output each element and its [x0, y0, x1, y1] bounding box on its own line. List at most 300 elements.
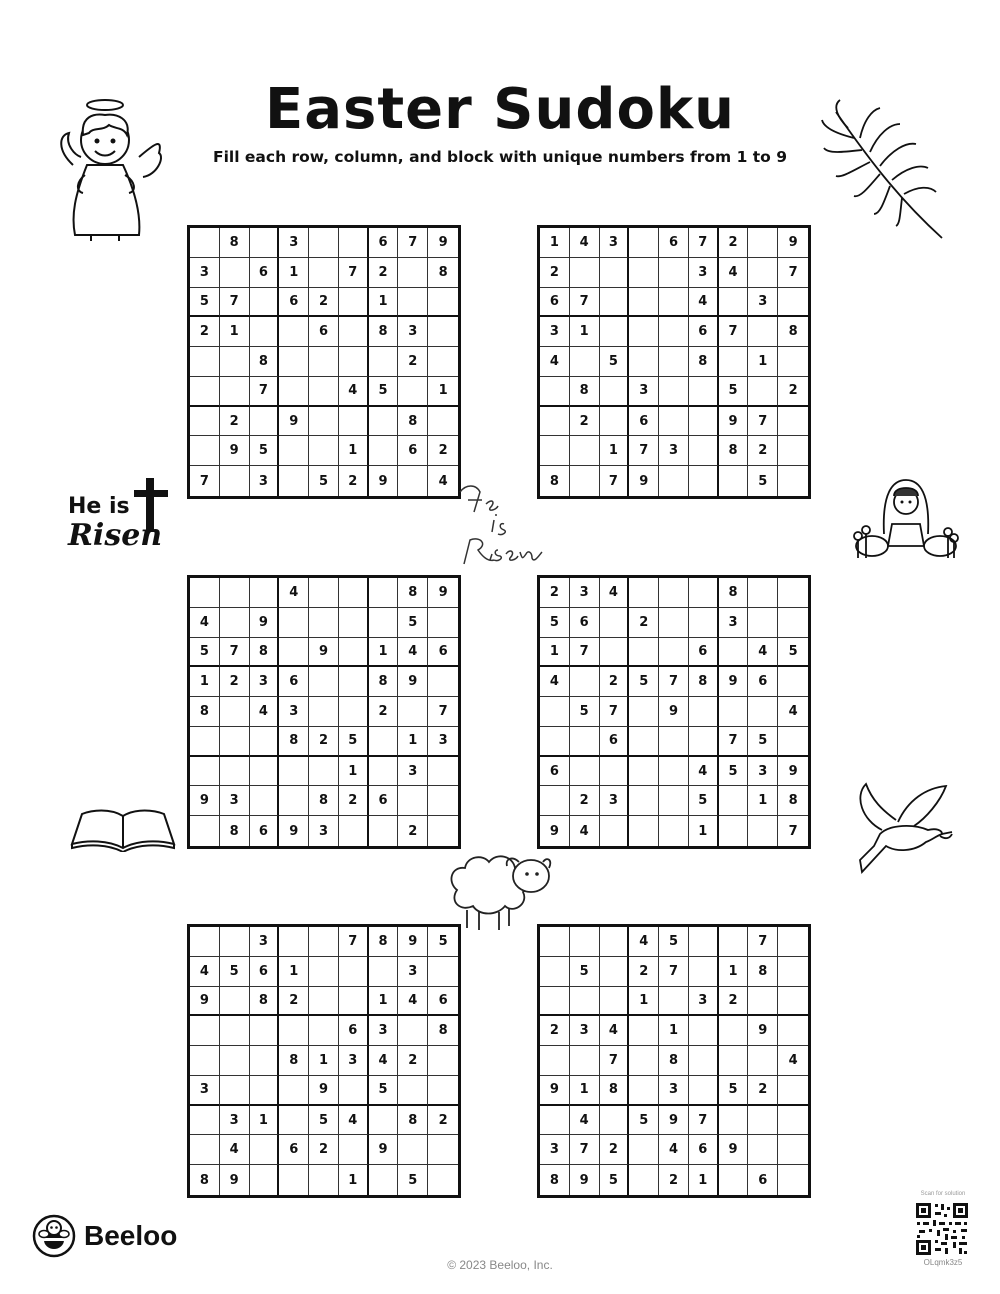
sudoku-cell[interactable]: 7 [570, 1135, 600, 1165]
sudoku-cell[interactable] [339, 816, 369, 846]
sudoku-cell[interactable] [570, 927, 600, 957]
sudoku-cell[interactable] [570, 667, 600, 697]
sudoku-cell[interactable] [339, 228, 369, 258]
sudoku-cell[interactable]: 2 [398, 816, 428, 846]
sudoku-cell[interactable]: 1 [220, 317, 250, 347]
sudoku-cell[interactable]: 1 [428, 377, 458, 407]
sudoku-cell[interactable]: 1 [540, 638, 570, 668]
sudoku-cell[interactable]: 7 [220, 288, 250, 318]
sudoku-cell[interactable] [540, 786, 570, 816]
sudoku-cell[interactable]: 5 [190, 288, 220, 318]
sudoku-cell[interactable] [719, 347, 749, 377]
sudoku-cell[interactable] [339, 407, 369, 437]
sudoku-cell[interactable] [428, 757, 458, 787]
sudoku-cell[interactable] [659, 786, 689, 816]
sudoku-cell[interactable]: 5 [398, 1165, 428, 1195]
sudoku-cell[interactable]: 3 [220, 786, 250, 816]
sudoku-cell[interactable]: 1 [369, 638, 399, 668]
sudoku-cell[interactable]: 2 [279, 987, 309, 1017]
sudoku-cell[interactable] [398, 1016, 428, 1046]
sudoku-cell[interactable]: 1 [689, 1165, 719, 1195]
sudoku-cell[interactable] [570, 1046, 600, 1076]
sudoku-cell[interactable]: 4 [190, 957, 220, 987]
sudoku-cell[interactable] [659, 757, 689, 787]
sudoku-cell[interactable] [540, 436, 570, 466]
sudoku-cell[interactable]: 3 [689, 987, 719, 1017]
sudoku-cell[interactable] [540, 407, 570, 437]
sudoku-cell[interactable] [250, 1016, 280, 1046]
sudoku-cell[interactable]: 9 [540, 816, 570, 846]
sudoku-cell[interactable]: 5 [250, 436, 280, 466]
sudoku-cell[interactable] [220, 258, 250, 288]
sudoku-cell[interactable]: 9 [719, 1135, 749, 1165]
sudoku-cell[interactable]: 9 [428, 578, 458, 608]
sudoku-cell[interactable]: 1 [398, 727, 428, 757]
sudoku-cell[interactable] [629, 1076, 659, 1106]
sudoku-cell[interactable]: 1 [339, 436, 369, 466]
sudoku-cell[interactable] [659, 317, 689, 347]
sudoku-cell[interactable]: 3 [540, 1135, 570, 1165]
sudoku-cell[interactable]: 3 [250, 667, 280, 697]
sudoku-cell[interactable]: 8 [190, 697, 220, 727]
sudoku-cell[interactable] [398, 288, 428, 318]
sudoku-cell[interactable]: 5 [369, 377, 399, 407]
sudoku-cell[interactable]: 6 [279, 1135, 309, 1165]
sudoku-cell[interactable] [398, 466, 428, 496]
sudoku-cell[interactable]: 1 [570, 1076, 600, 1106]
sudoku-cell[interactable] [190, 1016, 220, 1046]
sudoku-cell[interactable]: 4 [570, 1106, 600, 1136]
sudoku-cell[interactable]: 5 [659, 927, 689, 957]
sudoku-cell[interactable] [220, 987, 250, 1017]
sudoku-cell[interactable]: 4 [570, 816, 600, 846]
sudoku-cell[interactable] [540, 957, 570, 987]
sudoku-cell[interactable] [398, 786, 428, 816]
sudoku-cell[interactable]: 8 [659, 1046, 689, 1076]
sudoku-cell[interactable]: 7 [659, 667, 689, 697]
sudoku-cell[interactable]: 7 [600, 466, 630, 496]
sudoku-cell[interactable]: 3 [540, 317, 570, 347]
sudoku-cell[interactable]: 3 [570, 578, 600, 608]
sudoku-cell[interactable] [689, 608, 719, 638]
sudoku-cell[interactable]: 7 [659, 957, 689, 987]
sudoku-cell[interactable] [689, 697, 719, 727]
sudoku-cell[interactable]: 3 [428, 727, 458, 757]
sudoku-cell[interactable] [220, 466, 250, 496]
sudoku-cell[interactable] [629, 757, 659, 787]
sudoku-cell[interactable] [600, 608, 630, 638]
sudoku-cell[interactable] [570, 436, 600, 466]
sudoku-cell[interactable] [689, 927, 719, 957]
sudoku-cell[interactable]: 8 [279, 727, 309, 757]
sudoku-cell[interactable] [190, 578, 220, 608]
sudoku-cell[interactable] [309, 578, 339, 608]
sudoku-cell[interactable] [629, 228, 659, 258]
sudoku-cell[interactable] [190, 228, 220, 258]
sudoku-cell[interactable]: 7 [570, 288, 600, 318]
sudoku-cell[interactable]: 6 [428, 987, 458, 1017]
sudoku-cell[interactable]: 7 [190, 466, 220, 496]
sudoku-cell[interactable]: 6 [689, 1135, 719, 1165]
sudoku-cell[interactable] [600, 317, 630, 347]
sudoku-cell[interactable] [600, 816, 630, 846]
sudoku-cell[interactable]: 6 [748, 1165, 778, 1195]
sudoku-cell[interactable]: 3 [689, 258, 719, 288]
sudoku-cell[interactable]: 8 [220, 816, 250, 846]
sudoku-cell[interactable] [428, 1165, 458, 1195]
sudoku-cell[interactable] [309, 608, 339, 638]
sudoku-cell[interactable] [369, 347, 399, 377]
sudoku-cell[interactable] [220, 697, 250, 727]
sudoku-cell[interactable]: 2 [220, 407, 250, 437]
sudoku-cell[interactable]: 9 [629, 466, 659, 496]
sudoku-cell[interactable] [719, 466, 749, 496]
sudoku-cell[interactable]: 1 [190, 667, 220, 697]
sudoku-cell[interactable] [719, 816, 749, 846]
sudoku-cell[interactable] [600, 288, 630, 318]
sudoku-cell[interactable] [719, 1106, 749, 1136]
sudoku-cell[interactable]: 8 [220, 228, 250, 258]
sudoku-cell[interactable] [279, 466, 309, 496]
sudoku-cell[interactable] [428, 1135, 458, 1165]
sudoku-cell[interactable]: 1 [369, 288, 399, 318]
sudoku-cell[interactable] [570, 757, 600, 787]
sudoku-cell[interactable]: 2 [629, 608, 659, 638]
sudoku-cell[interactable] [600, 1106, 630, 1136]
sudoku-cell[interactable]: 3 [279, 228, 309, 258]
sudoku-cell[interactable]: 5 [689, 786, 719, 816]
sudoku-cell[interactable]: 6 [369, 228, 399, 258]
sudoku-cell[interactable] [398, 1135, 428, 1165]
sudoku-cell[interactable]: 1 [689, 816, 719, 846]
sudoku-cell[interactable] [778, 1016, 808, 1046]
sudoku-cell[interactable] [428, 288, 458, 318]
sudoku-cell[interactable] [748, 377, 778, 407]
sudoku-cell[interactable] [250, 288, 280, 318]
sudoku-cell[interactable] [689, 377, 719, 407]
sudoku-cell[interactable] [659, 608, 689, 638]
sudoku-cell[interactable]: 2 [719, 228, 749, 258]
sudoku-cell[interactable]: 2 [540, 258, 570, 288]
sudoku-cell[interactable] [540, 697, 570, 727]
sudoku-cell[interactable]: 9 [398, 927, 428, 957]
sudoku-cell[interactable]: 1 [250, 1106, 280, 1136]
sudoku-cell[interactable]: 5 [220, 957, 250, 987]
sudoku-cell[interactable] [369, 578, 399, 608]
sudoku-cell[interactable] [369, 957, 399, 987]
sudoku-cell[interactable] [279, 1016, 309, 1046]
sudoku-cell[interactable]: 8 [279, 1046, 309, 1076]
sudoku-cell[interactable] [778, 1165, 808, 1195]
sudoku-cell[interactable]: 3 [600, 228, 630, 258]
sudoku-cell[interactable] [659, 638, 689, 668]
sudoku-cell[interactable]: 4 [659, 1135, 689, 1165]
sudoku-cell[interactable]: 6 [689, 638, 719, 668]
sudoku-cell[interactable] [659, 578, 689, 608]
sudoku-cell[interactable]: 9 [220, 1165, 250, 1195]
sudoku-cell[interactable] [279, 436, 309, 466]
sudoku-cell[interactable] [778, 466, 808, 496]
sudoku-cell[interactable]: 5 [629, 667, 659, 697]
sudoku-cell[interactable]: 3 [190, 1076, 220, 1106]
sudoku-cell[interactable] [540, 1046, 570, 1076]
sudoku-cell[interactable]: 3 [629, 377, 659, 407]
sudoku-cell[interactable]: 1 [339, 1165, 369, 1195]
sudoku-cell[interactable] [748, 608, 778, 638]
sudoku-cell[interactable] [220, 347, 250, 377]
sudoku-cell[interactable]: 3 [570, 1016, 600, 1046]
sudoku-cell[interactable]: 7 [689, 228, 719, 258]
sudoku-cell[interactable]: 4 [719, 258, 749, 288]
sudoku-cell[interactable]: 4 [748, 638, 778, 668]
sudoku-cell[interactable] [369, 816, 399, 846]
sudoku-cell[interactable]: 9 [190, 987, 220, 1017]
sudoku-cell[interactable]: 8 [748, 957, 778, 987]
sudoku-cell[interactable] [250, 1076, 280, 1106]
sudoku-cell[interactable]: 4 [438, 473, 448, 489]
sudoku-cell[interactable] [719, 1016, 749, 1046]
sudoku-cell[interactable] [190, 1046, 220, 1076]
sudoku-cell[interactable]: 3 [398, 317, 428, 347]
sudoku-cell[interactable]: 8 [398, 407, 428, 437]
sudoku-cell[interactable] [689, 957, 719, 987]
sudoku-cell[interactable] [778, 436, 808, 466]
sudoku-cell[interactable] [339, 1076, 369, 1106]
sudoku-cell[interactable] [279, 786, 309, 816]
sudoku-cell[interactable]: 8 [428, 258, 458, 288]
sudoku-cell[interactable]: 1 [279, 258, 309, 288]
sudoku-cell[interactable]: 1 [279, 957, 309, 987]
sudoku-cell[interactable]: 2 [719, 987, 749, 1017]
sudoku-cell[interactable] [540, 377, 570, 407]
sudoku-cell[interactable] [629, 1016, 659, 1046]
sudoku-cell[interactable]: 4 [339, 377, 369, 407]
sudoku-cell[interactable] [190, 1106, 220, 1136]
sudoku-cell[interactable] [309, 228, 339, 258]
sudoku-cell[interactable]: 6 [279, 667, 309, 697]
sudoku-cell[interactable] [689, 466, 719, 496]
sudoku-cell[interactable]: 1 [600, 436, 630, 466]
sudoku-cell[interactable]: 8 [570, 377, 600, 407]
sudoku-cell[interactable]: 8 [719, 578, 749, 608]
sudoku-cell[interactable]: 5 [309, 1106, 339, 1136]
sudoku-cell[interactable] [748, 816, 778, 846]
sudoku-cell[interactable] [279, 317, 309, 347]
sudoku-cell[interactable] [220, 757, 250, 787]
sudoku-cell[interactable]: 9 [428, 228, 458, 258]
sudoku-cell[interactable]: 2 [339, 786, 369, 816]
sudoku-cell[interactable] [428, 786, 458, 816]
sudoku-cell[interactable]: 8 [428, 1016, 458, 1046]
sudoku-cell[interactable]: 1 [540, 228, 570, 258]
sudoku-cell[interactable] [309, 1016, 339, 1046]
sudoku-cell[interactable]: 6 [250, 258, 280, 288]
sudoku-cell[interactable]: 5 [570, 957, 600, 987]
sudoku-cell[interactable] [570, 258, 600, 288]
sudoku-cell[interactable]: 8 [719, 436, 749, 466]
sudoku-cell[interactable]: 4 [689, 288, 719, 318]
sudoku-cell[interactable]: 2 [629, 957, 659, 987]
sudoku-cell[interactable]: 9 [309, 1076, 339, 1106]
sudoku-cell[interactable] [600, 258, 630, 288]
sudoku-cell[interactable] [778, 987, 808, 1017]
sudoku-cell[interactable]: 8 [540, 1165, 570, 1195]
sudoku-cell[interactable]: 2 [369, 258, 399, 288]
sudoku-cell[interactable] [190, 377, 220, 407]
sudoku-cell[interactable]: 2 [398, 347, 428, 377]
sudoku-cell[interactable] [719, 1165, 749, 1195]
sudoku-cell[interactable]: 1 [629, 987, 659, 1017]
sudoku-cell[interactable] [369, 608, 399, 638]
sudoku-cell[interactable]: 5 [309, 466, 339, 496]
sudoku-cell[interactable]: 4 [339, 1106, 369, 1136]
sudoku-cell[interactable]: 7 [339, 927, 369, 957]
sudoku-cell[interactable] [250, 1135, 280, 1165]
sudoku-cell[interactable]: 2 [369, 697, 399, 727]
sudoku-cell[interactable]: 2 [570, 786, 600, 816]
sudoku-cell[interactable]: 4 [220, 1135, 250, 1165]
sudoku-cell[interactable]: 3 [748, 757, 778, 787]
sudoku-cell[interactable]: 1 [659, 1016, 689, 1046]
sudoku-cell[interactable] [279, 1076, 309, 1106]
sudoku-cell[interactable]: 3 [250, 927, 280, 957]
sudoku-cell[interactable] [250, 727, 280, 757]
sudoku-cell[interactable] [190, 727, 220, 757]
sudoku-cell[interactable] [250, 757, 280, 787]
sudoku-cell[interactable] [309, 927, 339, 957]
sudoku-cell[interactable] [570, 987, 600, 1017]
sudoku-cell[interactable]: 4 [398, 987, 428, 1017]
sudoku-cell[interactable] [250, 1165, 280, 1195]
sudoku-cell[interactable] [339, 957, 369, 987]
sudoku-cell[interactable]: 6 [309, 317, 339, 347]
sudoku-cell[interactable]: 4 [540, 347, 570, 377]
sudoku-cell[interactable] [778, 347, 808, 377]
sudoku-cell[interactable] [309, 258, 339, 288]
sudoku-cell[interactable]: 4 [778, 1046, 808, 1076]
sudoku-cell[interactable] [279, 757, 309, 787]
sudoku-cell[interactable] [339, 638, 369, 668]
sudoku-cell[interactable]: 2 [190, 317, 220, 347]
sudoku-cell[interactable] [339, 317, 369, 347]
sudoku-cell[interactable] [778, 288, 808, 318]
sudoku-cell[interactable]: 6 [250, 957, 280, 987]
sudoku-cell[interactable]: 4 [600, 1016, 630, 1046]
sudoku-cell[interactable] [778, 407, 808, 437]
sudoku-cell[interactable] [659, 347, 689, 377]
sudoku-cell[interactable]: 5 [540, 608, 570, 638]
sudoku-cell[interactable] [748, 578, 778, 608]
sudoku-cell[interactable]: 5 [719, 377, 749, 407]
sudoku-cell[interactable] [600, 638, 630, 668]
sudoku-cell[interactable] [279, 347, 309, 377]
sudoku-cell[interactable]: 2 [428, 1106, 458, 1136]
sudoku-cell[interactable] [339, 347, 369, 377]
sudoku-cell[interactable] [220, 727, 250, 757]
sudoku-cell[interactable]: 9 [220, 436, 250, 466]
sudoku-cell[interactable]: 5 [339, 727, 369, 757]
sudoku-cell[interactable]: 6 [748, 667, 778, 697]
sudoku-cell[interactable] [629, 317, 659, 347]
sudoku-cell[interactable] [570, 727, 600, 757]
sudoku-cell[interactable] [629, 347, 659, 377]
sudoku-cell[interactable] [190, 436, 220, 466]
sudoku-cell[interactable] [600, 757, 630, 787]
sudoku-cell[interactable] [719, 288, 749, 318]
sudoku-cell[interactable] [719, 638, 749, 668]
sudoku-cell[interactable] [220, 608, 250, 638]
sudoku-cell[interactable]: 3 [719, 608, 749, 638]
sudoku-cell[interactable] [369, 757, 399, 787]
sudoku-cell[interactable] [778, 957, 808, 987]
sudoku-cell[interactable] [309, 436, 339, 466]
sudoku-cell[interactable] [220, 578, 250, 608]
sudoku-cell[interactable] [719, 697, 749, 727]
sudoku-cell[interactable]: 5 [719, 757, 749, 787]
sudoku-cell[interactable] [309, 987, 339, 1017]
sudoku-cell[interactable]: 8 [369, 667, 399, 697]
sudoku-cell[interactable]: 7 [600, 697, 630, 727]
sudoku-cell[interactable] [428, 608, 458, 638]
sudoku-cell[interactable]: 4 [279, 578, 309, 608]
sudoku-cell[interactable] [629, 1165, 659, 1195]
sudoku-cell[interactable] [369, 436, 399, 466]
sudoku-cell[interactable]: 5 [778, 638, 808, 668]
sudoku-cell[interactable] [540, 727, 570, 757]
sudoku-cell[interactable]: 4 [629, 927, 659, 957]
sudoku-cell[interactable]: 5 [570, 697, 600, 727]
qr-code-icon[interactable] [915, 1202, 969, 1256]
sudoku-cell[interactable]: 7 [398, 228, 428, 258]
sudoku-cell[interactable] [659, 407, 689, 437]
sudoku-cell[interactable]: 8 [369, 317, 399, 347]
sudoku-cell[interactable] [629, 816, 659, 846]
sudoku-cell[interactable]: 8 [689, 347, 719, 377]
sudoku-cell[interactable]: 6 [689, 317, 719, 347]
sudoku-cell[interactable]: 2 [748, 436, 778, 466]
sudoku-cell[interactable]: 5 [600, 347, 630, 377]
sudoku-cell[interactable]: 8 [190, 1165, 220, 1195]
sudoku-cell[interactable]: 6 [428, 638, 458, 668]
sudoku-cell[interactable] [428, 957, 458, 987]
sudoku-cell[interactable] [748, 987, 778, 1017]
sudoku-cell[interactable] [689, 436, 719, 466]
sudoku-cell[interactable] [190, 1135, 220, 1165]
sudoku-cell[interactable] [689, 407, 719, 437]
sudoku-cell[interactable] [689, 1046, 719, 1076]
sudoku-cell[interactable] [398, 377, 428, 407]
sudoku-cell[interactable] [190, 927, 220, 957]
sudoku-cell[interactable]: 7 [719, 317, 749, 347]
sudoku-cell[interactable]: 8 [540, 466, 570, 496]
sudoku-cell[interactable] [540, 1106, 570, 1136]
sudoku-cell[interactable] [369, 1106, 399, 1136]
sudoku-cell[interactable]: 3 [659, 1076, 689, 1106]
sudoku-cell[interactable]: 6 [540, 757, 570, 787]
sudoku-cell[interactable]: 9 [778, 228, 808, 258]
sudoku-cell[interactable] [309, 697, 339, 727]
sudoku-cell[interactable] [250, 228, 280, 258]
sudoku-cell[interactable]: 3 [190, 258, 220, 288]
sudoku-cell[interactable]: 2 [748, 1076, 778, 1106]
sudoku-cell[interactable] [428, 407, 458, 437]
sudoku-cell[interactable] [629, 578, 659, 608]
sudoku-cell[interactable]: 2 [398, 1046, 428, 1076]
sudoku-cell[interactable]: 7 [689, 1106, 719, 1136]
sudoku-cell[interactable] [600, 407, 630, 437]
sudoku-cell[interactable]: 6 [540, 288, 570, 318]
sudoku-cell[interactable]: 1 [570, 317, 600, 347]
